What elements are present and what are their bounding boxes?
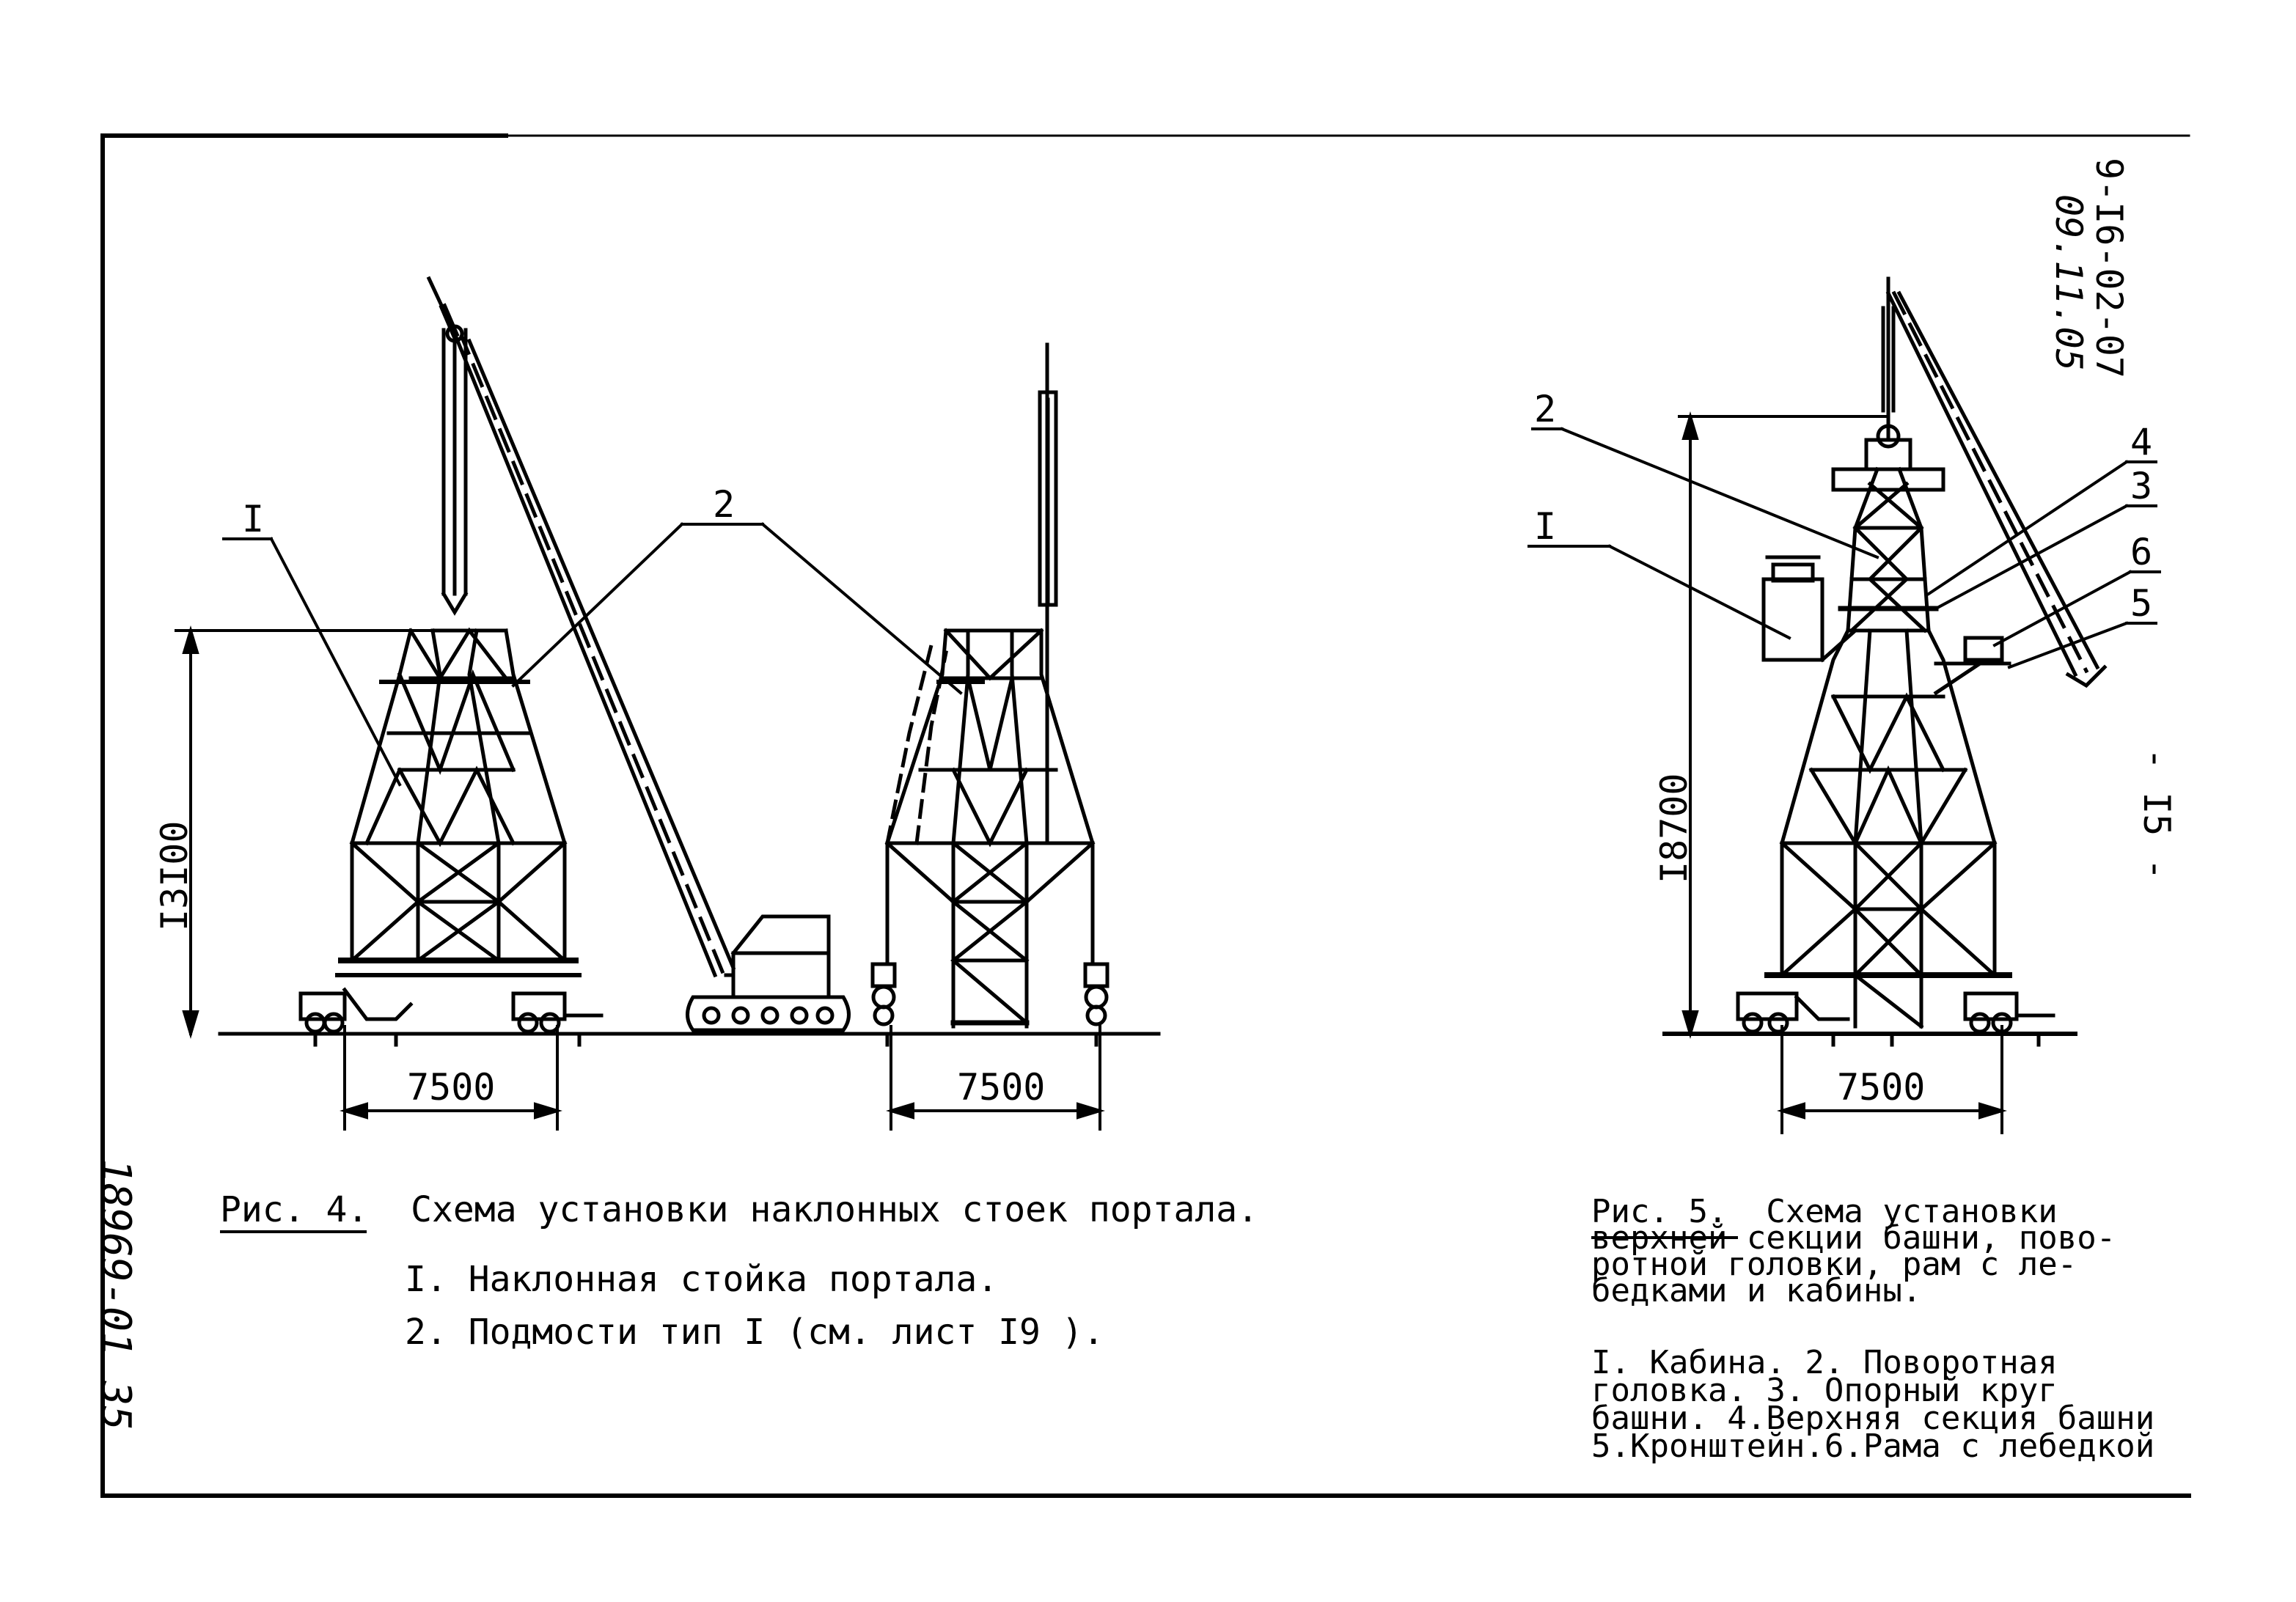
fig4-dim-width-right: 7500	[957, 1066, 1046, 1109]
fig4-label-1: I	[242, 498, 265, 540]
fig5-leaders	[1529, 429, 2160, 667]
fig5-item-line-1: I. Кабина. 2. Поворотная	[1591, 1344, 2058, 1381]
fig5-label-1: I	[1534, 505, 1557, 548]
fig5-items	[1591, 1344, 2155, 1465]
inventory-number: 18969-01 35	[92, 1158, 139, 1430]
fig5-item-line-3: башни. 4.Верхняя секция башни	[1591, 1400, 2155, 1437]
portal-right-truss	[887, 631, 1093, 1026]
tower-fig5	[1738, 279, 2053, 1045]
fig4-leaders	[224, 524, 961, 785]
fig5-dim-width: 7500	[1837, 1066, 1926, 1109]
column-left	[444, 330, 466, 612]
fig4-item-2: 2. Подмости тип I (см. лист I9 ).	[405, 1312, 1104, 1353]
doc-code-stamp: 9-I6-02-07	[2088, 158, 2130, 379]
fig5-ref: Рис. 5.	[1591, 1193, 1728, 1230]
fig5-label-6: 6	[2130, 531, 2153, 573]
fig4-dim-width-left: 7500	[407, 1066, 496, 1109]
fig5-title-line-4: бедками и кабины.	[1591, 1272, 1922, 1309]
date-stamp: 09.11.05	[2047, 194, 2090, 371]
crawler-crane	[429, 279, 849, 1030]
fig5-label-5: 5	[2130, 582, 2153, 625]
fig4-ref: Рис. 4.	[220, 1189, 369, 1230]
fig5-item-line-2: головка. 3. Опорный круг	[1591, 1372, 2058, 1409]
fig5-title-line-1: Схема установки	[1766, 1193, 2058, 1230]
fig4-title: Схема установки наклонных стоек портала.	[411, 1189, 1259, 1230]
fig5-dimensions	[1679, 416, 2002, 1133]
bogie-left-a	[301, 990, 411, 1045]
fig5-caption	[1591, 1193, 2116, 1309]
fig4-label-2: 2	[713, 483, 736, 526]
page-number: - I5 -	[2135, 748, 2178, 881]
fig5-label-2: 2	[1534, 388, 1557, 430]
portal-left-truss	[337, 631, 579, 975]
fig5-title-line-2: верхней секции башни, пово-	[1591, 1219, 2116, 1257]
fig4-caption	[220, 1191, 1258, 1228]
fig4-dim-height: I3I00	[153, 820, 196, 931]
fig4-dimensions	[176, 631, 1100, 1129]
fig5-title-line-3: ротной головки, рам с ле-	[1591, 1246, 2077, 1283]
fig5-dim-height: I8700	[1653, 773, 1695, 883]
fig5-item-line-4: 5.Кронштейн.6.Рама с лебедкой	[1591, 1428, 2155, 1465]
fig5-label-4: 4	[2130, 421, 2153, 463]
fig4-item-1: I. Наклонная стойка портала.	[405, 1259, 999, 1300]
fig5-label-3: 3	[2130, 465, 2153, 507]
